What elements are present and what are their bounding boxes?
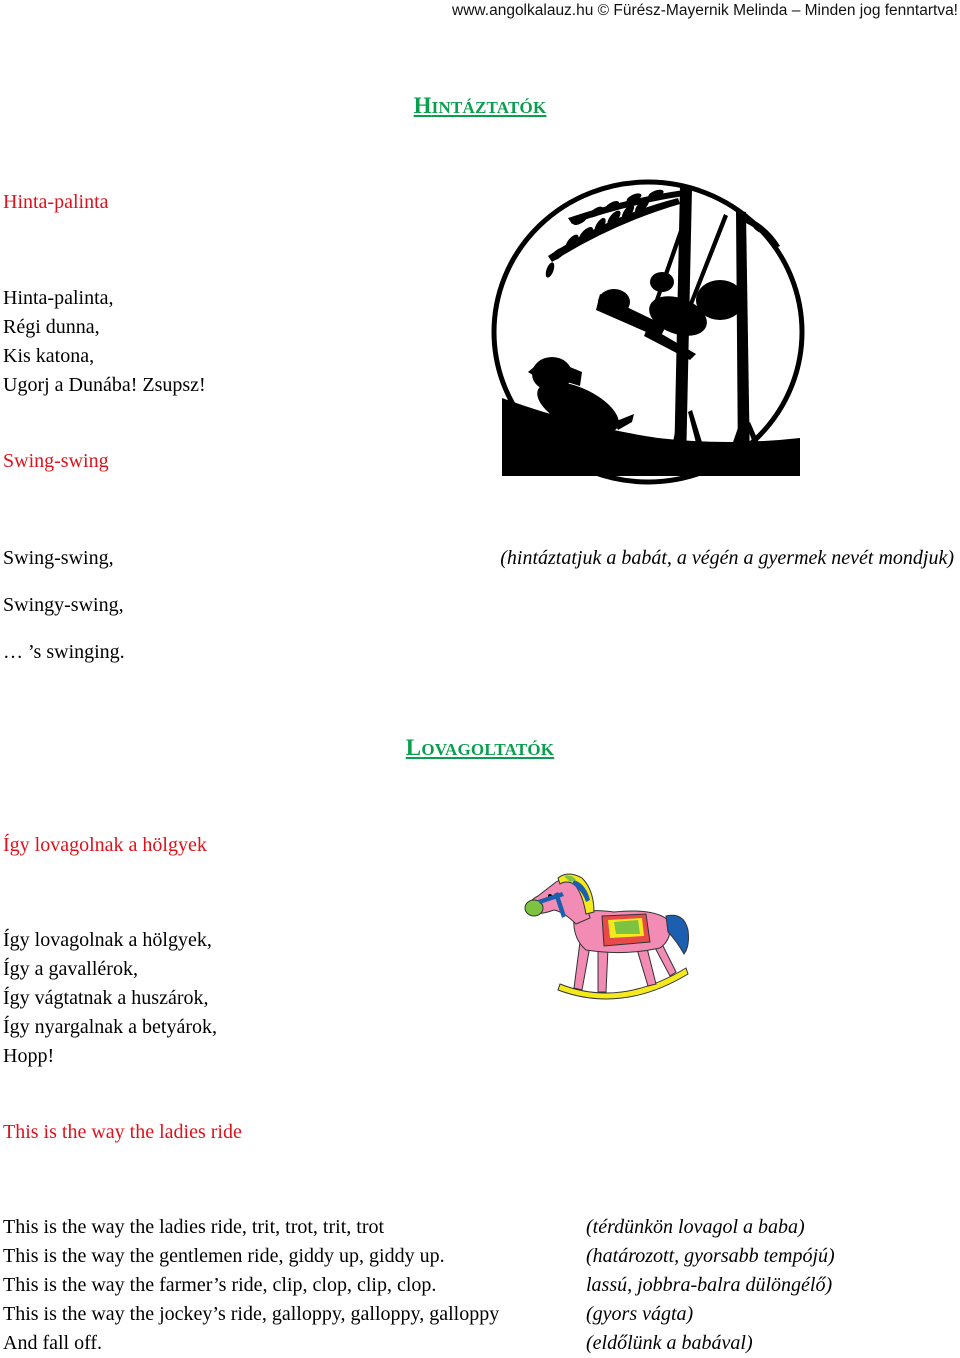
song-title-swing-swing: Swing-swing (3, 450, 109, 472)
note-line: lassú, jobbra-balra dülöngélő) (586, 1274, 833, 1296)
lyric-line: Ugorj a Dunába! Zsupsz! (3, 374, 206, 396)
song-lyrics-hinta-palinta (3, 284, 206, 400)
note-line: (határozott, gyorsabb tempójú) (586, 1245, 835, 1267)
note-line: (térdünkön lovagol a baba) (586, 1216, 805, 1238)
lyric-line: This is the way the farmer’s ride, clip, clop, clip, clop. (3, 1274, 437, 1296)
lyric-line: Így vágtatnak a huszárok, (3, 987, 209, 1009)
song-note-swing: (hintáztatjuk a babát, a végén a gyermek nevét mondjuk) (500, 547, 954, 569)
heading-initial: L (405, 735, 422, 760)
page-header: www.angolkalauz.hu © Fürész-Mayernik Melinda – Minden jog fenntartva! (452, 2, 958, 19)
lyric-line: Kis katona, (3, 345, 95, 367)
lyric-line: Hinta-palinta, (3, 287, 114, 309)
song-notes-this-is-the-way (586, 1213, 835, 1358)
song-lyrics-this-is-the-way (3, 1213, 499, 1358)
lyric-line: This is the way the jockey’s ride, galloppy, galloppy, galloppy (3, 1303, 500, 1325)
swing-silhouette-illustration (488, 176, 808, 488)
song-title-hinta-palinta: Hinta-palinta (3, 191, 109, 213)
lyric-line: Hopp! (3, 1045, 55, 1067)
lyric-line: … ’s swinging. (3, 641, 125, 663)
song-lyrics-igy-lovagolnak (3, 926, 217, 1071)
song-title-this-is-the-way: This is the way the ladies ride (3, 1121, 242, 1143)
lyric-line: This is the way the ladies ride, trit, trot, trit, trot (3, 1216, 385, 1238)
heading-rest: INTÁZTATÓK (431, 98, 547, 117)
section-heading-lovagoltatok (0, 735, 960, 761)
note-line: (gyors vágta) (586, 1303, 694, 1325)
lyric-line: Így lovagolnak a hölgyek, (3, 929, 212, 951)
lyric-line: Így a gavallérok, (3, 958, 138, 980)
lyric-line: Swing-swing, (3, 547, 114, 569)
lyric-line: Régi dunna, (3, 316, 100, 338)
song-title-igy-lovagolnak: Így lovagolnak a hölgyek (3, 834, 207, 856)
heading-initial: H (413, 93, 432, 118)
rocking-horse-illustration (524, 872, 696, 1008)
lyric-line: Így nyargalnak a betyárok, (3, 1016, 217, 1038)
section-heading-hintaztatok (0, 93, 960, 119)
lyric-line: This is the way the gentlemen ride, giddy up, giddy up. (3, 1245, 445, 1267)
lyric-line: And fall off. (3, 1332, 103, 1354)
heading-rest: OVAGOLTATÓK (421, 740, 555, 759)
lyric-line: Swingy-swing, (3, 594, 124, 616)
note-line: (eldőlünk a babával) (586, 1332, 753, 1354)
